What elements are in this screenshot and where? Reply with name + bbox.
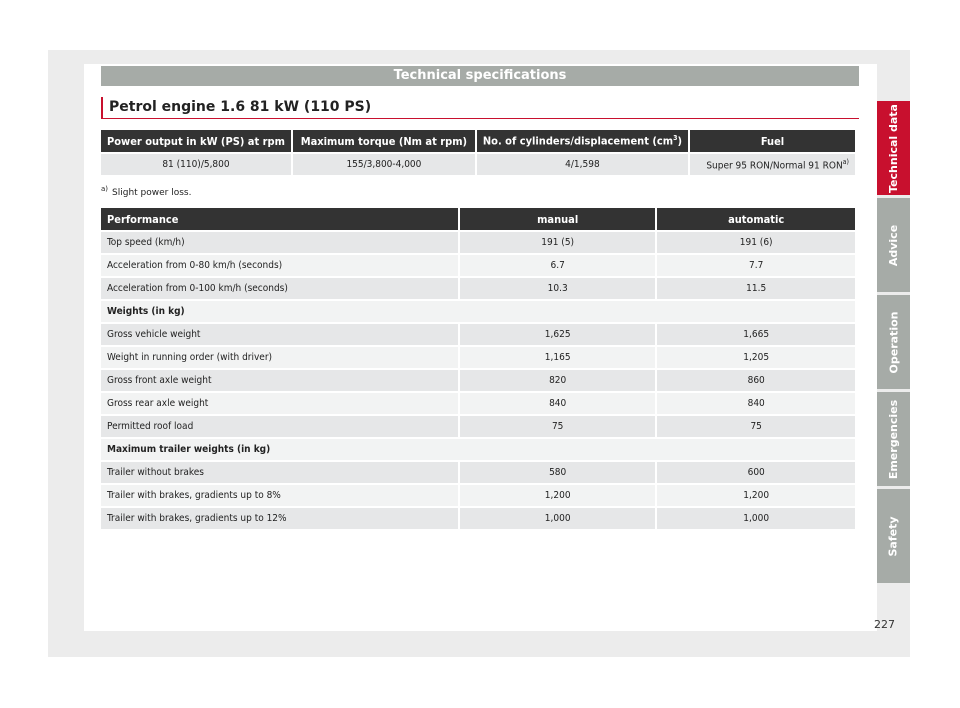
weights-section-row bbox=[101, 301, 855, 322]
table-row bbox=[101, 255, 855, 276]
row-automatic: 7.7 bbox=[657, 255, 855, 276]
tab-operation[interactable] bbox=[877, 295, 910, 389]
trailer-section-title: Maximum trailer weights (in kg) bbox=[101, 439, 855, 460]
table-row bbox=[101, 370, 855, 391]
table-row bbox=[101, 485, 855, 506]
row-automatic: 75 bbox=[657, 416, 855, 437]
cell-fuel bbox=[690, 154, 855, 175]
tab-label: Emergencies bbox=[887, 399, 901, 479]
row-automatic: 860 bbox=[657, 370, 855, 391]
row-automatic: 1,665 bbox=[657, 324, 855, 345]
cell-power-output: 81 (110)/5,800 bbox=[101, 154, 291, 175]
header-automatic: automatic bbox=[657, 208, 855, 230]
cell-fuel-text: Super 95 RON/Normal 91 RON bbox=[706, 160, 843, 172]
row-label: Acceleration from 0-100 km/h (seconds) bbox=[101, 278, 458, 299]
row-manual: 1,000 bbox=[460, 508, 655, 529]
row-manual: 10.3 bbox=[460, 278, 655, 299]
row-manual: 6.7 bbox=[460, 255, 655, 276]
header-cylinders-close: ) bbox=[677, 134, 682, 148]
header-performance: Performance bbox=[101, 208, 458, 230]
header-cylinders-text: No. of cylinders/displacement (cm bbox=[482, 134, 674, 148]
table-row bbox=[101, 347, 855, 368]
row-label: Acceleration from 0-80 km/h (seconds) bbox=[101, 255, 458, 276]
table-row bbox=[101, 416, 855, 437]
weights-section-title: Weights (in kg) bbox=[101, 301, 855, 322]
footnote-text: Slight power loss. bbox=[112, 188, 192, 198]
row-manual: 1,200 bbox=[460, 485, 655, 506]
row-label: Gross vehicle weight bbox=[101, 324, 458, 345]
row-automatic: 1,205 bbox=[657, 347, 855, 368]
footnote-ref-a: a) bbox=[842, 157, 849, 166]
table-row bbox=[101, 462, 855, 483]
cell-cylinders-displacement: 4/1,598 bbox=[477, 154, 688, 175]
header-manual: manual bbox=[460, 208, 655, 230]
engine-spec-table bbox=[99, 128, 857, 177]
row-label: Trailer with brakes, gradients up to 8% bbox=[101, 485, 458, 506]
row-label: Gross front axle weight bbox=[101, 370, 458, 391]
row-manual: 820 bbox=[460, 370, 655, 391]
row-manual: 1,625 bbox=[460, 324, 655, 345]
tab-label: Operation bbox=[887, 311, 901, 373]
tab-safety[interactable] bbox=[877, 489, 910, 583]
table-row bbox=[101, 232, 855, 253]
tab-emergencies[interactable] bbox=[877, 392, 910, 486]
row-manual: 191 (5) bbox=[460, 232, 655, 253]
table-row bbox=[101, 324, 855, 345]
row-automatic: 1,200 bbox=[657, 485, 855, 506]
table-row bbox=[101, 278, 855, 299]
tab-advice[interactable] bbox=[877, 198, 910, 292]
row-automatic: 600 bbox=[657, 462, 855, 483]
header-cylinders-superscript: 3 bbox=[673, 134, 678, 143]
page-number: 227 bbox=[874, 618, 895, 631]
row-manual: 580 bbox=[460, 462, 655, 483]
performance-header-row bbox=[101, 208, 855, 230]
row-automatic: 840 bbox=[657, 393, 855, 414]
footnote bbox=[101, 185, 191, 198]
footnote-marker: a) bbox=[101, 185, 109, 193]
row-automatic: 11.5 bbox=[657, 278, 855, 299]
row-manual: 840 bbox=[460, 393, 655, 414]
tab-label: Advice bbox=[887, 224, 900, 266]
table-row bbox=[101, 393, 855, 414]
tab-label: Safety bbox=[887, 515, 900, 557]
header-cylinders-displacement bbox=[477, 130, 688, 152]
cell-max-torque: 155/3,800-4,000 bbox=[293, 154, 475, 175]
row-manual: 75 bbox=[460, 416, 655, 437]
table-row bbox=[101, 154, 855, 175]
performance-table bbox=[99, 206, 857, 531]
header-fuel: Fuel bbox=[690, 130, 855, 152]
row-label: Permitted roof load bbox=[101, 416, 458, 437]
section-title: Technical specifications bbox=[101, 66, 859, 86]
row-automatic: 191 (6) bbox=[657, 232, 855, 253]
row-label: Weight in running order (with driver) bbox=[101, 347, 458, 368]
header-max-torque: Maximum torque (Nm at rpm) bbox=[293, 130, 475, 152]
engine-table-header-row bbox=[101, 130, 855, 152]
table-row bbox=[101, 508, 855, 529]
row-label: Gross rear axle weight bbox=[101, 393, 458, 414]
row-label: Top speed (km/h) bbox=[101, 232, 458, 253]
tab-technical-data[interactable] bbox=[877, 101, 910, 195]
tab-label: Technical data bbox=[887, 103, 901, 193]
trailer-section-row bbox=[101, 439, 855, 460]
row-label: Trailer with brakes, gradients up to 12% bbox=[101, 508, 458, 529]
header-power-output: Power output in kW (PS) at rpm bbox=[101, 130, 291, 152]
page-heading: Petrol engine 1.6 81 kW (110 PS) bbox=[101, 97, 859, 119]
row-automatic: 1,000 bbox=[657, 508, 855, 529]
row-manual: 1,165 bbox=[460, 347, 655, 368]
row-label: Trailer without brakes bbox=[101, 462, 458, 483]
